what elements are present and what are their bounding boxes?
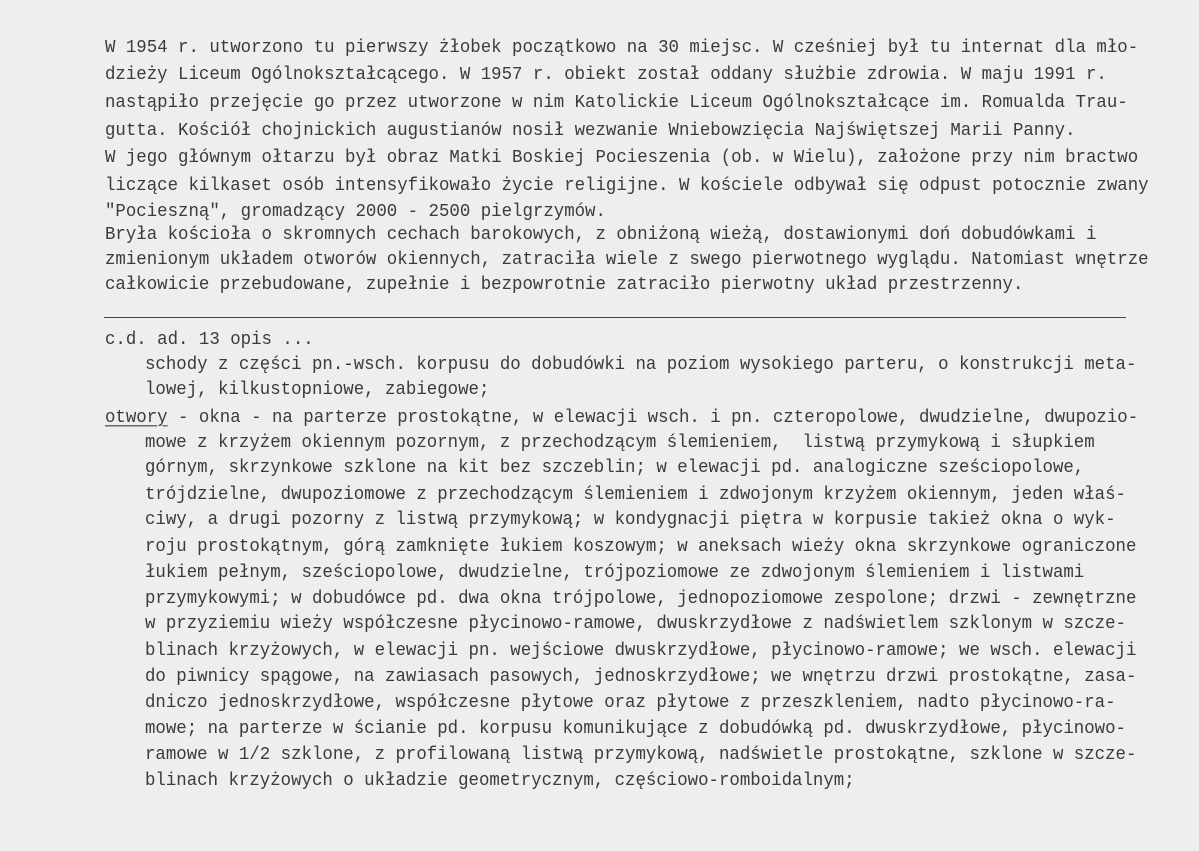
text-line: blinach krzyżowych o układzie geometrycznym, częściowo-romboidalnym; (145, 771, 855, 792)
text-line: "Pocieszną", gromadzący 2000 - 2500 pielgrzymów. (105, 202, 606, 223)
text-line: ciwy, a drugi pozorny z listwą przymykową; w kondygnacji piętra w korpusie takież okna o wyk- (145, 510, 1116, 531)
text-line: blinach krzyżowych, w elewacji pn. wejściowe dwuskrzydłowe, płycinowo-ramowe; we wsch. elewacji (145, 641, 1137, 662)
text-line: roju prostokątnym, górą zamknięte łukiem koszowym; w aneksach wieży okna skrzynkowe ograniczone (145, 537, 1137, 558)
text-fragment: - okna - na parterze prostokątne, w elewacji wsch. i pn. czteropolowe, dwudzielne, dwupozio- (167, 408, 1139, 429)
text-line: schody z części pn.-wsch. korpusu do dobudówki na poziom wysokiego parteru, o konstrukcji meta- (145, 355, 1137, 376)
text-line: W 1954 r. utworzono tu pierwszy żłobek początkowo na 30 miejsc. W cześniej był tu internat dla mło- (105, 38, 1139, 59)
text-line: w przyziemiu wieży współczesne płycinowo-ramowe, dwuskrzydłowe z nadświetlem szklonym w szcze- (145, 614, 1126, 635)
text-line: liczące kilkaset osób intensyfikowało życie religijne. W kościele odbywał się odpust potocznie zwany (105, 176, 1149, 197)
text-line: mowe z krzyżem okiennym pozornym, z przechodzącym ślemieniem, listwą przymykową i słupkiem (145, 433, 1095, 454)
text-line: do piwnicy spągowe, na zawiasach pasowych, jednoskrzydłowe; we wnętrzu drzwi prostokątne, zasa- (145, 667, 1137, 688)
section-heading: c.d. ad. 13 opis ... (105, 330, 314, 351)
text-line: łukiem pełnym, sześciopolowe, dwudzielne, trójpoziomowe ze zdwojonym ślemieniem i listwami (145, 563, 1085, 584)
text-line: ramowe w 1/2 szklone, z profilowaną listwą przymykową, nadświetle prostokątne, szklone w szcze- (145, 745, 1137, 766)
text-line: przymykowymi; w dobudówce pd. dwa okna trójpolowe, jednopoziomowe zespolone; drzwi - zewnętrzne (145, 589, 1137, 610)
text-line: dniczo jednoskrzydłowe, współczesne płytowe oraz płytowe z przeszkleniem, nadto płycinowo-ra- (145, 693, 1116, 714)
text-line: gutta. Kościół chojnickich augustianów nosił wezwanie Wniebowzięcia Najświętszej Marii Panny. (105, 121, 1076, 142)
text-line: dzieży Liceum Ogólnokształcącego. W 1957 r. obiekt został oddany służbie zdrowia. W maju 1991 r. (105, 65, 1107, 86)
text-line: lowej, kilkustopniowe, zabiegowe; (145, 380, 490, 401)
text-line: całkowicie przebudowane, zupełnie i bezpowrotnie zatraciło pierwotny układ przestrzenny. (105, 275, 1024, 296)
horizontal-divider (104, 317, 1126, 318)
text-line: mowe; na parterze w ścianie pd. korpusu komunikujące z dobudówką pd. dwuskrzydłowe, płycinowo- (145, 719, 1126, 740)
text-line: Bryła kościoła o skromnych cechach barokowych, z obniżoną wieżą, dostawionymi doń dobudówkami i (105, 225, 1097, 246)
otwory-first-line (105, 408, 1138, 430)
text-line: nastąpiło przejęcie go przez utworzone w nim Katolickie Liceum Ogólnokształcące im. Romualda Trau- (105, 93, 1128, 114)
text-line: zmienionym układem otworów okiennych, zatraciła wiele z swego pierwotnego wyglądu. Natomiast wnętrze (105, 250, 1149, 271)
text-line: górnym, skrzynkowe szklone na kit bez szczeblin; w elewacji pd. analogiczne sześciopolowe, (145, 458, 1085, 479)
text-line: W jego głównym ołtarzu był obraz Matki Boskiej Pocieszenia (ob. w Wielu), założone przy nim bractwo (105, 148, 1139, 169)
text-line: trójdzielne, dwupoziomowe z przechodzącym ślemieniem i zdwojonym krzyżem okiennym, jeden właś- (145, 485, 1126, 506)
otwory-term: otwory (105, 408, 168, 429)
